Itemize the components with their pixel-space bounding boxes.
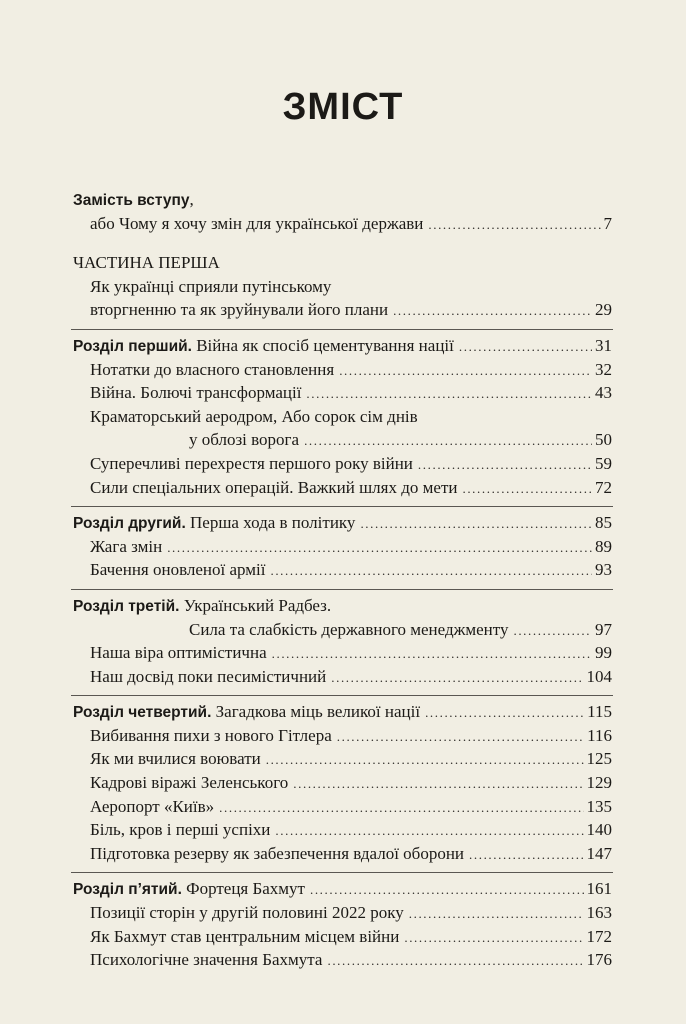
part-one-page: 29 [595,300,612,320]
dot-leader [327,953,583,969]
toc-item[interactable]: Сили спеціальних операцій. Важкий шлях до мети ..... 72 [73,478,612,502]
dot-leader [219,800,583,816]
toc-item[interactable]: Вибивання пихи з нового Гітлера ..... 116 [73,726,612,750]
chapter-5-label: Розділ п’ятий. [73,881,182,899]
chapter-4-label: Розділ четвертий. [73,704,212,722]
toc-item[interactable]: Наша віра оптимістична ..... 99 [73,643,612,667]
dot-leader [425,705,584,721]
toc-item[interactable]: Як ми вчилися воювати ..... 125 [73,749,612,773]
chapter-2-label: Розділ другий. [73,515,186,533]
toc-item[interactable]: Наш досвід поки песимістичний ..... 104 [73,667,612,691]
part-one-entry[interactable] [73,300,612,324]
table-of-contents [73,190,612,974]
page-title: ЗМІСТ [282,86,404,128]
dot-leader [459,339,592,355]
toc-item[interactable]: Підготовка резерву як забезпечення вдалої оборони ..... 147 [73,844,612,868]
dot-leader [272,646,592,662]
chapter-1-entry[interactable] [73,336,612,360]
part-one-heading-line [73,253,612,277]
intro-heading: Замість вступу [73,192,190,209]
dot-leader [360,516,592,532]
chapter-2-page: 85 [595,513,612,533]
toc-item[interactable]: Психологічне значення Бахмута ..... 176 [73,950,612,974]
dot-leader [304,433,592,449]
dot-leader [337,729,584,745]
toc-item[interactable]: Позиції сторін у другій половині 2022 року ..... 163 [73,903,612,927]
toc-item[interactable]: Біль, кров і перші успіхи ..... 140 [73,820,612,844]
dot-leader [293,776,583,792]
chapter-3-heading-line [73,596,612,620]
toc-item-line1: Краматорський аеродром, Або сорок сім днів [90,406,418,426]
chapter-3-title-cont: Сила та слабкість державного менеджменту [189,619,509,639]
dot-leader [310,882,584,898]
intro-subtitle: або Чому я хочу змін для української держави [90,213,424,233]
dot-leader [462,481,592,497]
chapter-5-entry[interactable] [73,879,612,903]
chapter-4-entry[interactable] [73,702,612,726]
toc-item[interactable]: Аеропорт «Київ» ..... 135 [73,797,612,821]
dot-leader [275,823,583,839]
toc-item[interactable]: Війна. Болючі трансформації ..... 43 [73,383,612,407]
intro-comma: , [189,190,194,209]
divider [71,695,613,696]
dot-leader [428,217,600,233]
chapter-1-label: Розділ перший. [73,337,192,355]
chapter-3-entry[interactable] [73,620,612,644]
intro-heading-line [73,190,612,214]
part-one-heading: ЧАСТИНА ПЕРША [73,253,220,273]
chapter-4-page: 115 [587,702,612,722]
dot-leader [306,386,592,402]
part-one-line1: Як українці сприяли путінському [90,276,332,296]
divider [71,872,613,873]
chapter-1-page: 31 [595,335,612,355]
divider [71,329,613,330]
toc-item[interactable]: Нотатки до власного становлення ..... 32 [73,360,612,384]
chapter-1-title: Війна як спосіб цементування нації [196,335,454,355]
dot-leader [409,906,584,922]
intro-entry[interactable] [73,214,612,238]
dot-leader [469,847,583,863]
dot-leader [167,540,592,556]
divider [71,589,613,590]
dot-leader [418,457,592,473]
chapter-3-title: Український Радбез. [183,595,332,615]
dot-leader [266,752,584,768]
chapter-4-title: Загадкова міць великої нації [215,702,421,722]
divider [71,506,613,507]
dot-leader [339,363,592,379]
chapter-5-page: 161 [586,879,612,899]
intro-page: 7 [603,213,612,233]
dot-leader [404,930,583,946]
dot-leader [331,670,583,686]
chapter-2-entry[interactable] [73,513,612,537]
dot-leader [393,303,592,319]
part-one-line2: вторгненню та як зруйнували його плани [90,300,389,320]
chapter-3-label: Розділ третій. [73,597,180,615]
toc-item[interactable]: Кадрові віражі Зеленського ..... 129 [73,773,612,797]
toc-item[interactable]: Суперечливі перехрестя першого року війни ..... 59 [73,454,612,478]
toc-item[interactable]: Жага змін ..... 89 [73,537,612,561]
chapter-2-title: Перша хода в політику [190,513,356,533]
dot-leader [270,563,592,579]
chapter-5-title: Фортеця Бахмут [186,879,305,899]
toc-item[interactable]: Бачення оновленої армії ..... 93 [73,560,612,584]
chapter-3-page: 97 [595,619,612,639]
toc-item[interactable]: Як Бахмут став центральним місцем війни ..... 172 [73,927,612,951]
dot-leader [513,623,592,639]
toc-item[interactable]: у облозі ворога ..... 50 [73,430,612,454]
